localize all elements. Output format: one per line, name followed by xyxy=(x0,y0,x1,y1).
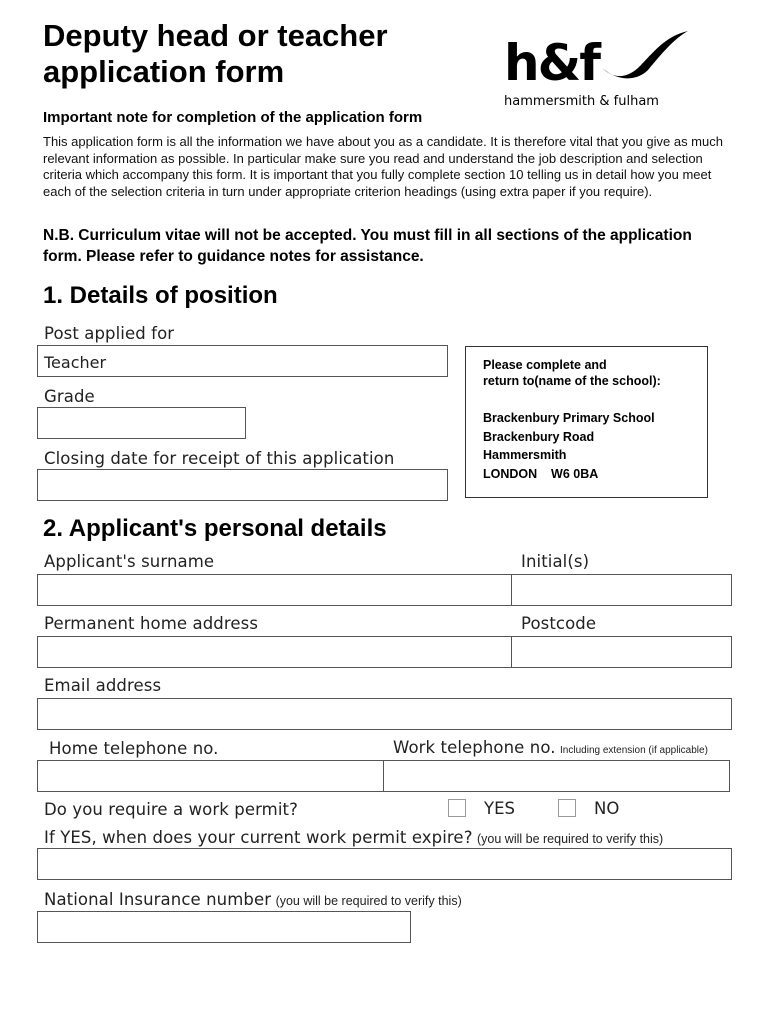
home-address-field[interactable] xyxy=(37,636,512,668)
note-body: This application form is all the information we have about you as a candidate. It is therefore vital that you give as much relevant information as possible. In particular make sure you read and understand the job description and selection criteria which accompany this form. It is important that you fully complete section 10 telling us in detail how you meet each of the selection criteria in turn under appropriate criterion headings (using extra paper if you require). xyxy=(43,134,723,199)
title-line-1: Deputy head or teacher xyxy=(43,18,388,53)
grade-value xyxy=(38,408,245,415)
grade-field[interactable] xyxy=(37,407,246,439)
logo-subtitle: hammersmith & fulham xyxy=(504,94,659,109)
home-telephone-field[interactable] xyxy=(37,760,384,792)
work-permit-no-label: NO xyxy=(594,799,620,818)
home-address-label: Permanent home address xyxy=(44,614,259,633)
council-logo xyxy=(500,28,700,118)
work-permit-yes-label: YES xyxy=(484,799,515,818)
initials-field[interactable] xyxy=(511,574,732,606)
return-address-box xyxy=(465,346,708,498)
post-applied-field[interactable] xyxy=(37,345,448,377)
ni-number-field[interactable] xyxy=(37,911,411,943)
title-line-2: application form xyxy=(43,54,285,89)
work-telephone-field[interactable] xyxy=(383,760,730,792)
work-telephone-note: Including extension (if applicable) xyxy=(560,745,708,756)
ni-label: National Insurance number xyxy=(44,890,272,909)
home-telephone-label: Home telephone no. xyxy=(49,739,219,758)
return-address-line-4: LONDON W6 0BA xyxy=(483,466,599,481)
return-line-2: return to(name of the school): xyxy=(483,374,661,388)
postcode-field[interactable] xyxy=(511,636,732,668)
ni-label-group xyxy=(44,890,462,910)
logo-swoosh-icon xyxy=(600,28,695,88)
work-permit-question: Do you require a work permit? xyxy=(44,800,298,819)
ni-note: (you will be required to verify this) xyxy=(275,894,462,908)
page-title xyxy=(43,18,483,90)
return-address-line-3: Hammersmith xyxy=(483,448,567,462)
permit-expire-note: (you will be required to verify this) xyxy=(477,832,664,846)
logo-mark: h&f xyxy=(504,34,599,92)
return-line-1: Please complete and xyxy=(483,358,607,372)
postcode-label: Postcode xyxy=(521,614,597,633)
work-telephone-label: Work telephone no. xyxy=(393,738,556,757)
closing-date-value xyxy=(38,470,447,477)
closing-date-label: Closing date for receipt of this application xyxy=(44,449,395,468)
email-field[interactable] xyxy=(37,698,732,730)
closing-date-field[interactable] xyxy=(37,469,448,501)
note-heading: Important note for completion of the application form xyxy=(43,109,423,126)
permit-expire-field[interactable] xyxy=(37,848,732,880)
initials-label: Initial(s) xyxy=(521,552,590,571)
nb-notice: N.B. Curriculum vitae will not be accepted. You must fill in all sections of the application form. Please refer to guidance notes for assistance. xyxy=(43,227,692,265)
permit-expire-label: If YES, when does your current work permit expire? xyxy=(44,828,473,847)
section-2-heading: 2. Applicant's personal details xyxy=(43,515,387,542)
work-telephone-label-group xyxy=(393,738,708,758)
work-permit-yes-checkbox[interactable] xyxy=(448,799,466,817)
surname-field[interactable] xyxy=(37,574,512,606)
post-applied-label: Post applied for xyxy=(44,324,175,343)
post-applied-value: Teacher xyxy=(44,353,107,372)
work-permit-no-checkbox[interactable] xyxy=(558,799,576,817)
email-label: Email address xyxy=(44,676,162,695)
surname-label: Applicant's surname xyxy=(44,552,215,571)
permit-expire-label-group xyxy=(44,828,663,848)
return-address-line-1: Brackenbury Primary School xyxy=(483,411,655,425)
return-address-line-2: Brackenbury Road xyxy=(483,429,595,444)
grade-label: Grade xyxy=(44,387,95,406)
section-1-heading: 1. Details of position xyxy=(43,282,278,309)
